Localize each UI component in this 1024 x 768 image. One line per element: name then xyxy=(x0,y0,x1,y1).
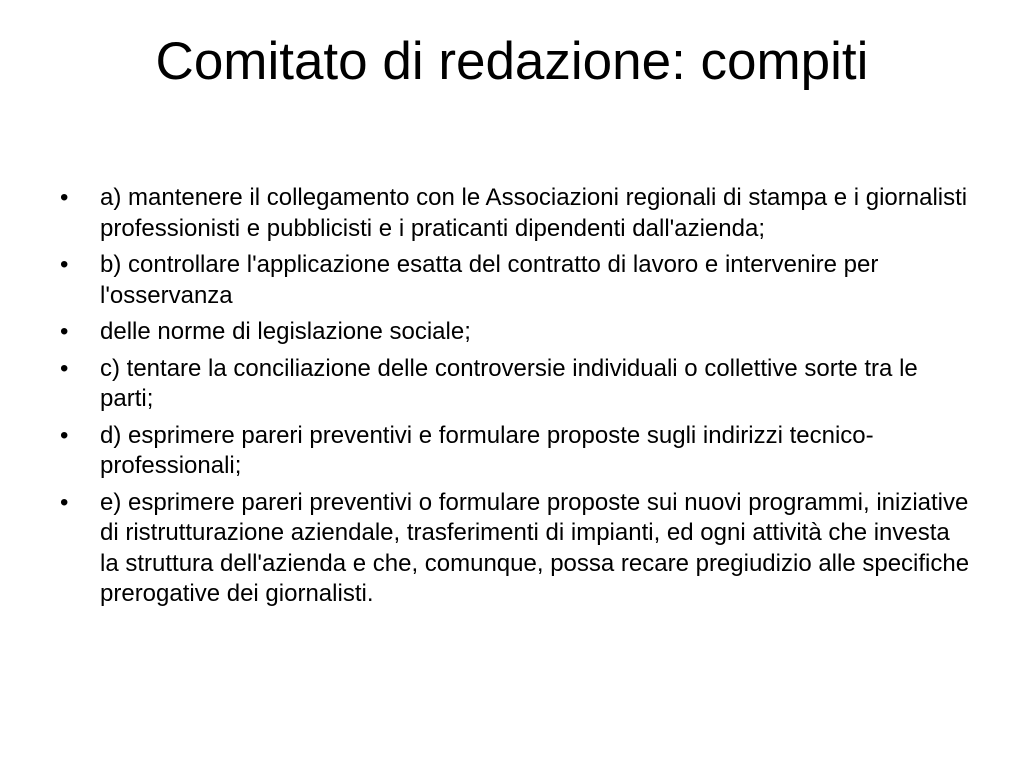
bullet-item-b xyxy=(60,250,970,311)
bullet-item-d xyxy=(60,421,970,482)
bullet-item-c xyxy=(60,354,970,415)
bullet-list xyxy=(60,183,970,616)
bullet-marker: • xyxy=(60,488,69,516)
bullet-marker: • xyxy=(60,318,69,345)
bullet-marker: • xyxy=(60,184,69,211)
bullet-text: d) esprimere pareri preventivi e formulare proposte sugli indirizzi tecnico-professionali; xyxy=(100,421,874,479)
bullet-text: b) controllare l'applicazione esatta del contratto di lavoro e intervenire per l'osservanza xyxy=(100,251,879,309)
bullet-marker: • xyxy=(60,354,69,382)
slide-title: Comitato di redazione: compiti xyxy=(155,32,869,91)
bullet-text: delle norme di legislazione sociale; xyxy=(100,318,471,345)
bullet-item-a xyxy=(60,183,970,244)
bullet-text: c) tentare la conciliazione delle controversie individuali o collettive sorte tra le parti; xyxy=(100,354,918,412)
bullet-item-b-continued xyxy=(60,317,970,348)
bullet-marker: • xyxy=(60,251,69,278)
bullet-text: a) mantenere il collegamento con le Associazioni regionali di stampa e i giornalisti professionisti e pubblicisti e i praticanti dipendenti dall'azienda; xyxy=(100,184,968,242)
bullet-text: e) esprimere pareri preventivi o formulare proposte sui nuovi programmi, iniziative di ristrutturazione aziendale, trasferimenti di impianti, ed ogni attività che investa la struttura dell'azienda e che, comunque, possa recare pregiudizio alle specifiche prerogative dei giornalisti. xyxy=(100,488,970,607)
bullet-item-e xyxy=(60,488,970,610)
bullet-marker: • xyxy=(60,421,69,449)
